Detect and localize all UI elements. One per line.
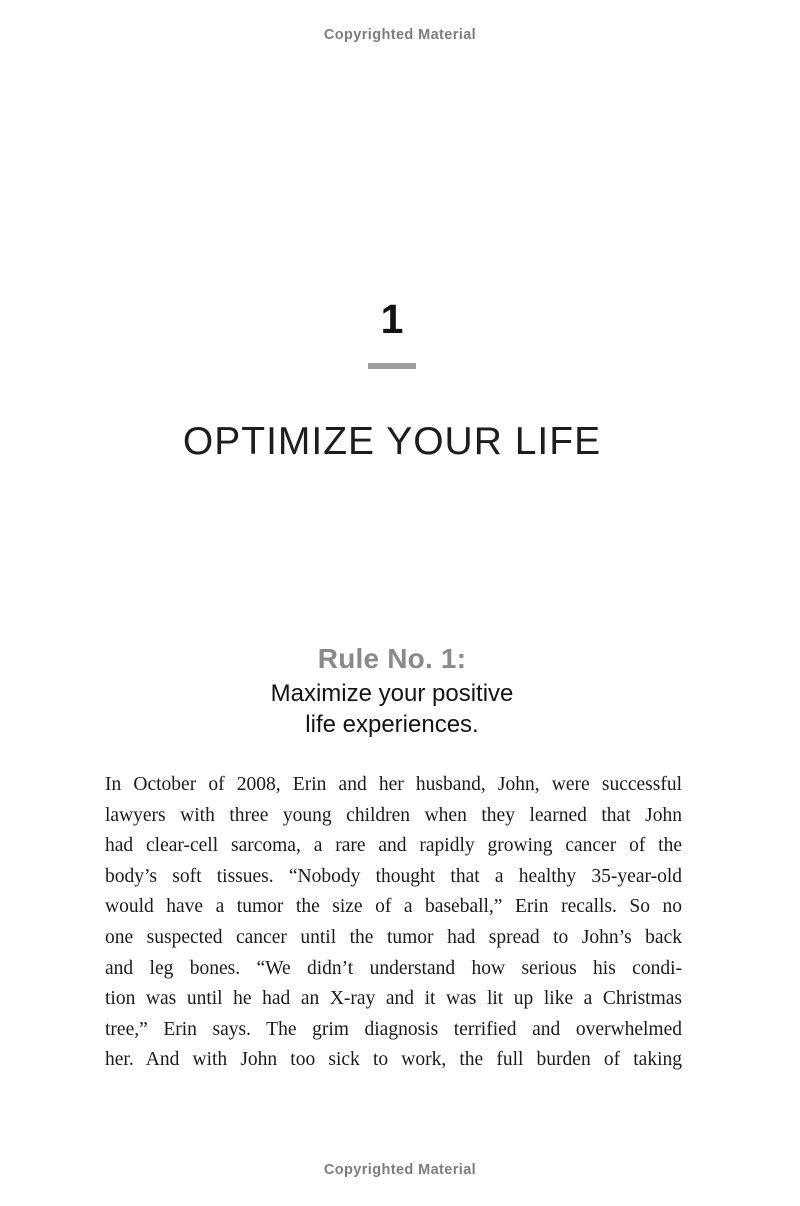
rule-subtitle-line-1: Maximize your positive (270, 680, 514, 707)
body-line: body’s soft tissues. “Nobody thought that a healthy 35-year-old (105, 865, 682, 887)
body-paragraph (105, 770, 682, 1076)
body-line: tree,” Erin says. The grim diagnosis terrified and overwhelmed (105, 1018, 682, 1040)
rule-subtitle (0, 678, 784, 740)
body-line: In October of 2008, Erin and her husband, John, were successful (105, 774, 682, 795)
body-line: tion was until he had an X-ray and it was lit up like a Christmas (105, 988, 682, 1010)
body-line: and leg bones. “We didn’t understand how serious his condi- (105, 957, 682, 979)
copyright-notice-bottom: Copyrighted Material (323, 1162, 477, 1178)
body-line: had clear-cell sarcoma, a rare and rapidly growing cancer of the (105, 835, 682, 857)
copyright-notice-top: Copyrighted Material (323, 27, 477, 43)
body-line: would have a tumor the size of a baseball,” Erin recalls. So no (105, 896, 682, 918)
body-line: lawyers with three young children when they learned that John (105, 804, 682, 826)
chapter-divider-rule (368, 363, 416, 369)
rule-number-heading: Rule No. 1: (317, 643, 467, 674)
chapter-title: OPTIMIZE YOUR LIFE (182, 420, 602, 463)
body-line: one suspected cancer until the tumor had spread to John’s back (105, 926, 682, 948)
body-line: her. And with John too sick to work, the full burden of taking (105, 1049, 682, 1071)
chapter-number: 1 (380, 296, 404, 342)
rule-subtitle-line-2: life experiences. (305, 711, 479, 738)
